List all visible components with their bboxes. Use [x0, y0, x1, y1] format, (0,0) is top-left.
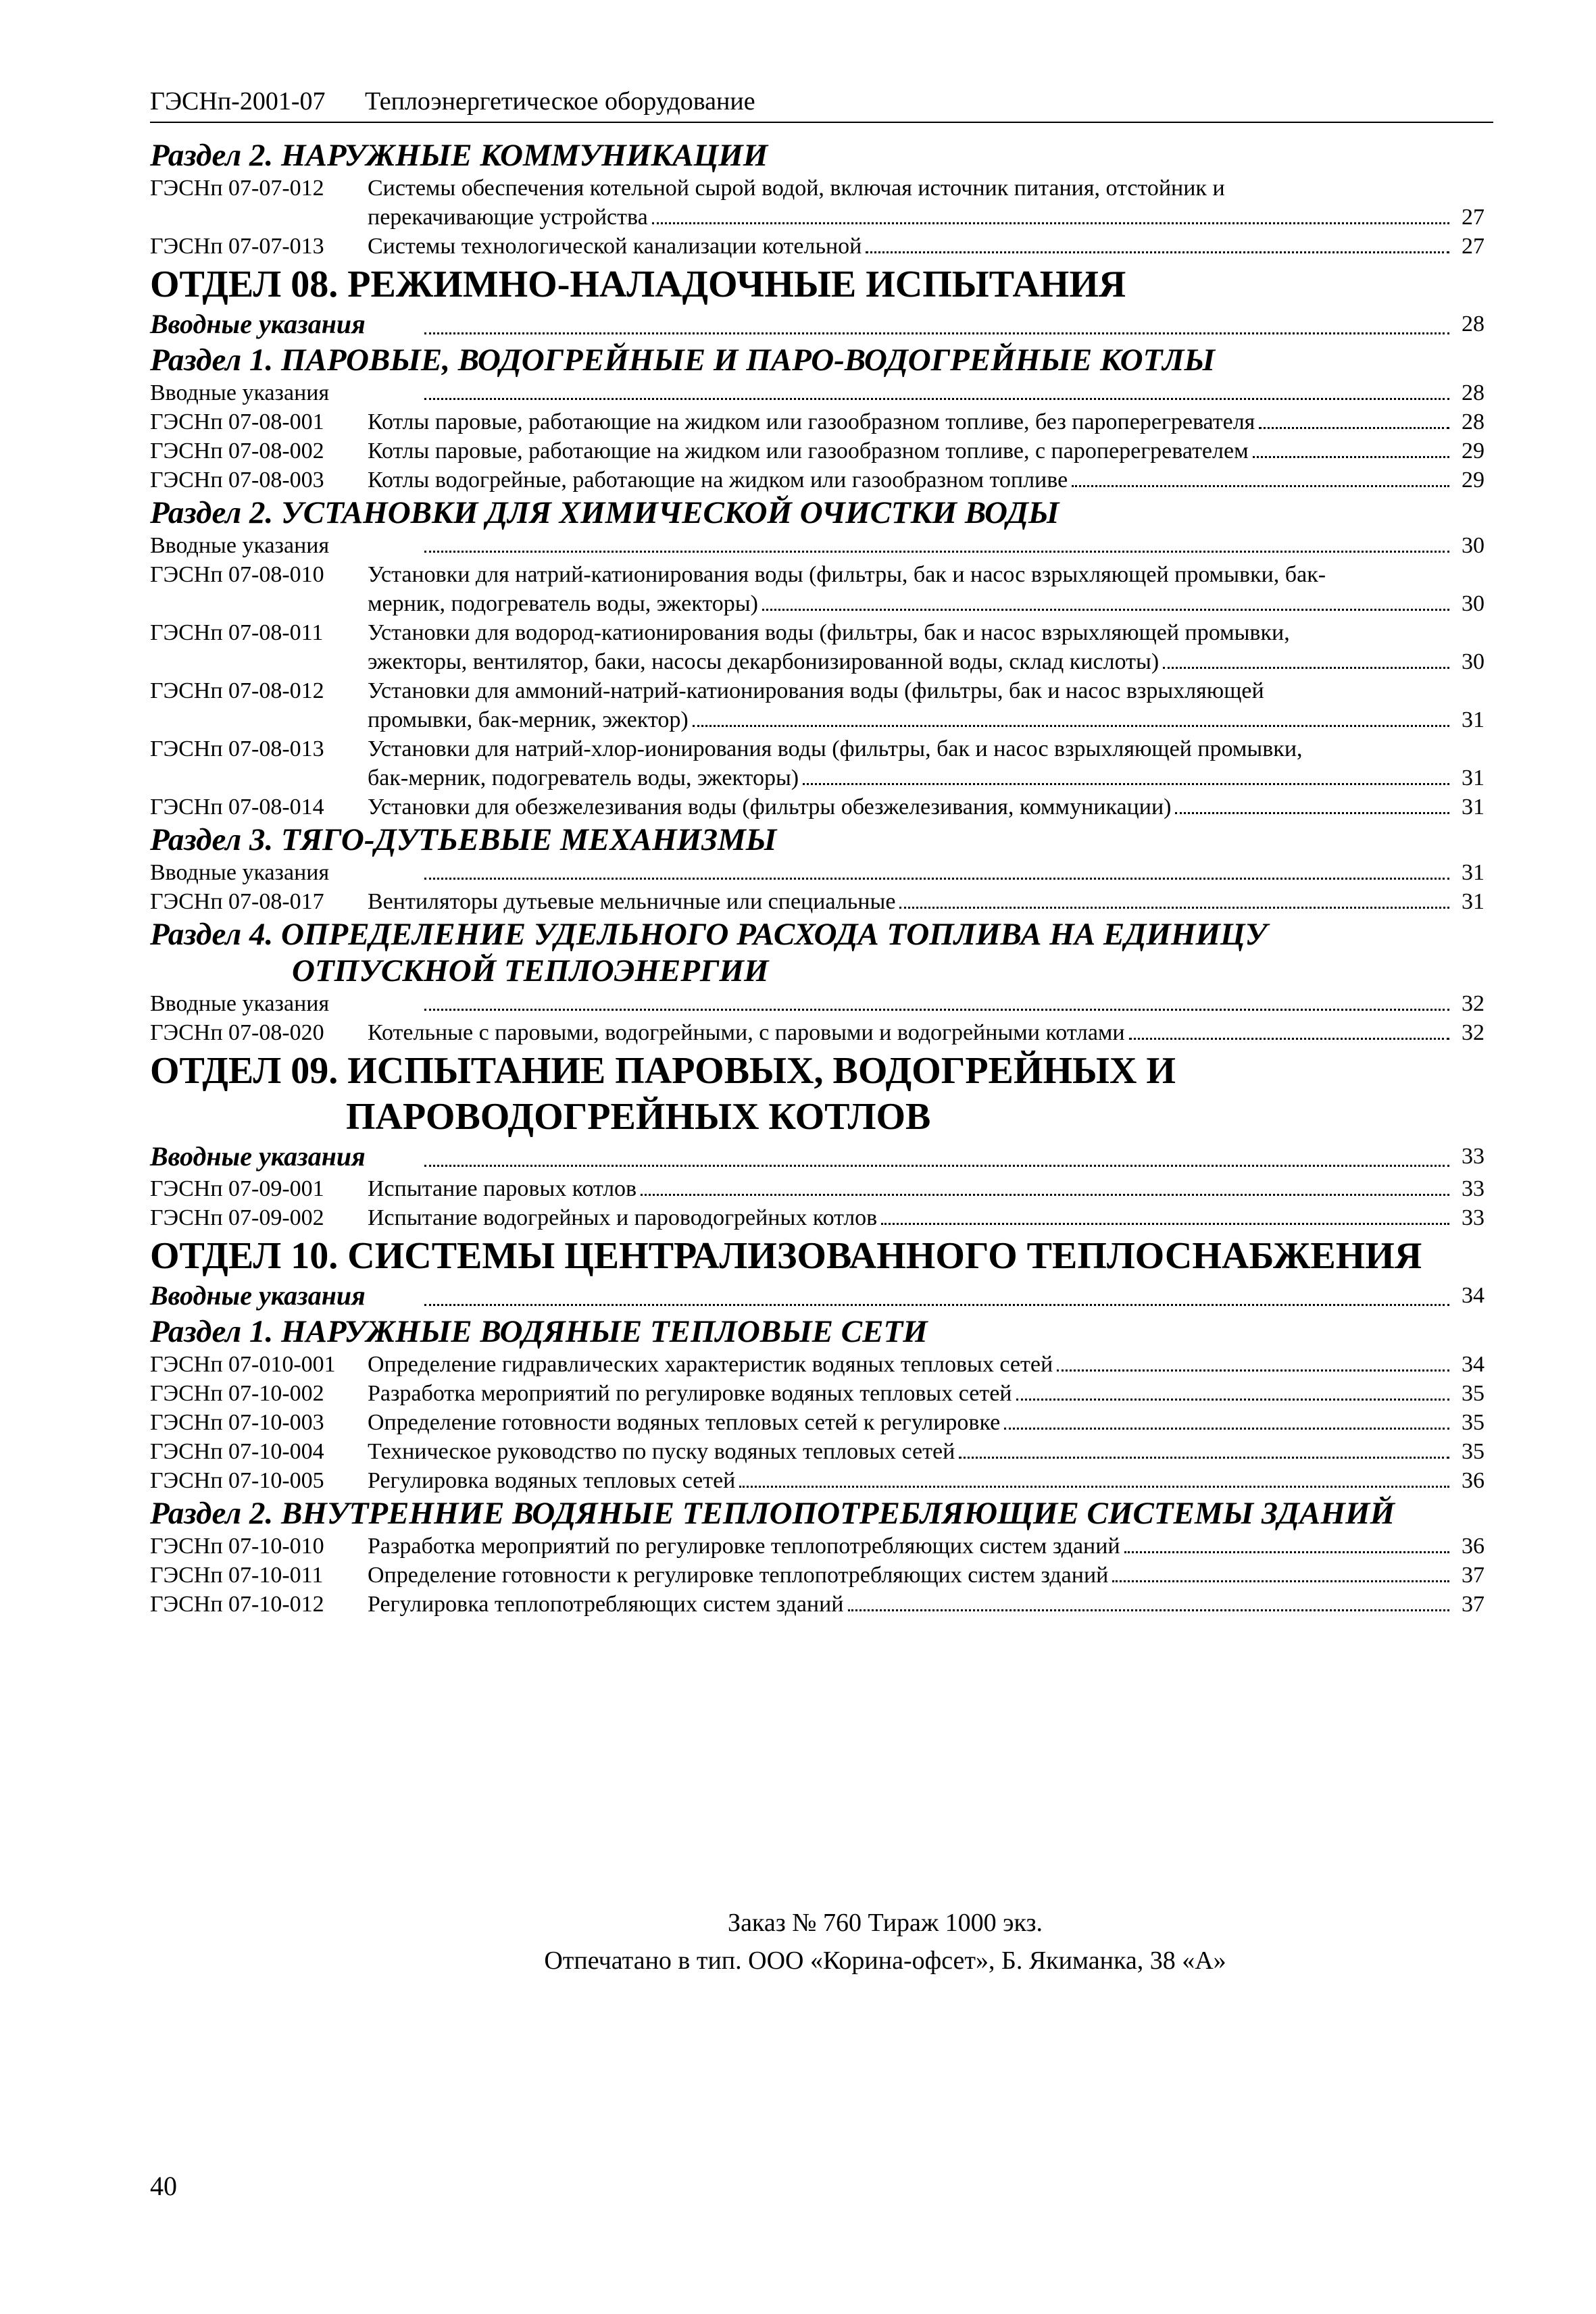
toc-intro [150, 531, 1485, 560]
entry-code: ГЭСНп 07-010-001 [150, 1352, 336, 1377]
leader-dots [424, 551, 1449, 553]
toc-entry [150, 560, 1485, 589]
leader-dots [1112, 1580, 1449, 1582]
leader-dots [1057, 1369, 1449, 1372]
entry-title: Определение готовности к регулировке теплопотребляющих систем зданий [368, 1563, 1109, 1588]
entry-title: Определение готовности водяных тепловых сетей к регулировке [368, 1410, 1001, 1435]
toc-entry [150, 676, 1485, 705]
entry-title: Регулировка теплопотребляющих систем зданий [368, 1592, 844, 1617]
intro-label: Вводные указания [150, 1280, 366, 1311]
leader-dots [424, 398, 1449, 400]
entry-page: 31 [1462, 860, 1485, 885]
leader-dots [1129, 1038, 1449, 1040]
entry-page: 30 [1462, 649, 1485, 674]
entry-title: Техническое руководство по пуску водяных тепловых сетей [368, 1439, 955, 1464]
leader-dots [762, 609, 1449, 611]
header-code: ГЭСНп-2001-07 [150, 87, 326, 116]
entry-code: ГЭСНп 07-10-010 [150, 1534, 324, 1559]
leader-dots [1072, 485, 1449, 487]
intro-label: Вводные указания [150, 1141, 366, 1172]
entry-page: 29 [1462, 438, 1485, 463]
entry-page: 33 [1462, 1205, 1485, 1230]
toc-entry [150, 1466, 1485, 1495]
section-heading: Раздел 2. УСТАНОВКИ ДЛЯ ХИМИЧЕСКОЙ ОЧИСТКИ ВОДЫ [150, 495, 1059, 530]
entry-page: 35 [1462, 1439, 1485, 1464]
entry-page: 35 [1462, 1410, 1485, 1435]
toc-entry [150, 1203, 1485, 1232]
entry-page: 31 [1462, 889, 1485, 914]
entry-title: Определение гидравлических характеристик водяных тепловых сетей [368, 1352, 1053, 1377]
leader-dots [641, 1194, 1449, 1196]
section-heading: Раздел 1. НАРУЖНЫЕ ВОДЯНЫЕ ТЕПЛОВЫЕ СЕТИ [150, 1314, 928, 1349]
leader-dots [803, 783, 1449, 785]
entry-code: ГЭСНп 07-07-013 [150, 234, 324, 259]
entry-title: Испытание паровых котлов [368, 1176, 637, 1201]
entry-page: 31 [1462, 795, 1485, 820]
leader-dots [424, 1165, 1449, 1167]
leader-dots [693, 725, 1449, 727]
toc-entry-continuation [150, 763, 1485, 793]
toc-entry [150, 1437, 1485, 1466]
entry-code: ГЭСНп 07-10-011 [150, 1563, 324, 1588]
leader-dots [848, 1609, 1449, 1611]
entry-title: Регулировка водяных тепловых сетей [368, 1468, 736, 1493]
entry-code: ГЭСНп 07-10-004 [150, 1439, 324, 1464]
print-imprint [514, 1904, 1257, 1980]
entry-page: 28 [1462, 311, 1485, 336]
entry-page: 33 [1462, 1144, 1485, 1169]
entry-title: Установки для натрий-катионирования воды (фильтры, бак и насос взрыхляющей промывки, бак- [368, 562, 1326, 587]
entry-title: Установки для водород-катионирования воды (фильтры, бак и насос взрыхляющей промывки, [368, 620, 1290, 645]
toc-intro [150, 378, 1485, 407]
toc-intro [150, 1139, 1485, 1174]
leader-dots [1163, 667, 1449, 669]
leader-dots [424, 1304, 1449, 1306]
order-line: Заказ № 760 Тираж 1000 экз. [728, 1909, 1043, 1937]
leader-dots [739, 1486, 1449, 1488]
entry-page: 30 [1462, 591, 1485, 616]
entry-page: 27 [1462, 234, 1485, 259]
entry-title: Котельные с паровыми, водогрейными, с паровыми и водогрейными котлами [368, 1020, 1125, 1045]
toc-entry [150, 232, 1485, 261]
entry-title: мерник, подогреватель воды, эжекторы) [368, 591, 758, 616]
entry-code: ГЭСНп 07-08-003 [150, 468, 324, 493]
toc-entry [150, 793, 1485, 822]
entry-title: Разработка мероприятий по регулировке водяных тепловых сетей [368, 1381, 1012, 1406]
leader-dots [1259, 427, 1449, 429]
entry-code: ГЭСНп 07-08-002 [150, 438, 324, 463]
entry-page: 31 [1462, 707, 1485, 732]
toc-entry-continuation [150, 705, 1485, 734]
toc-intro [150, 307, 1485, 342]
leader-dots [1124, 1551, 1449, 1553]
entry-title: Установки для натрий-хлор-ионирования воды (фильтры, бак и насос взрыхляющей промывки, [368, 736, 1303, 761]
intro-label: Вводные указания [150, 533, 330, 558]
entry-title: Котлы водогрейные, работающие на жидком или газообразном топливе [368, 468, 1068, 493]
intro-label: Вводные указания [150, 380, 330, 405]
entry-title: Котлы паровые, работающие на жидком или газообразном топливе, с пароперегревателем [368, 438, 1249, 463]
leader-dots [424, 1009, 1449, 1011]
entry-title: промывки, бак-мерник, эжектор) [368, 707, 689, 732]
toc-entry [150, 466, 1485, 495]
entry-title: Системы технологической канализации котельной [368, 234, 862, 259]
entry-code: ГЭСНп 07-09-002 [150, 1205, 324, 1230]
section-heading: Раздел 1. ПАРОВЫЕ, ВОДОГРЕЙНЫЕ И ПАРО-ВОДОГРЕЙНЫЕ КОТЛЫ [150, 343, 1216, 378]
entry-title: Установки для обезжелезивания воды (фильтры обезжелезивания, коммуникации) [368, 795, 1172, 820]
toc-entry-continuation [150, 647, 1485, 676]
leader-dots [1175, 812, 1449, 814]
intro-label: Вводные указания [150, 991, 330, 1016]
entry-page: 36 [1462, 1468, 1485, 1493]
entry-title: Котлы паровые, работающие на жидком или газообразном топливе, без пароперегревателя [368, 409, 1255, 434]
entry-code: ГЭСНп 07-10-002 [150, 1381, 324, 1406]
entry-page: 29 [1462, 468, 1485, 493]
toc-entry [150, 1408, 1485, 1437]
entry-title: Испытание водогрейных и пароводогрейных котлов [368, 1205, 878, 1230]
running-header [150, 81, 1493, 123]
entry-code: ГЭСНп 07-10-003 [150, 1410, 324, 1435]
entry-page: 37 [1462, 1563, 1485, 1588]
toc-entry [150, 1561, 1485, 1590]
entry-code: ГЭСНп 07-08-001 [150, 409, 324, 434]
leader-dots [899, 907, 1449, 909]
toc-entry [150, 1350, 1485, 1379]
toc-entry [150, 436, 1485, 466]
entry-code: ГЭСНп 07-07-012 [150, 176, 324, 201]
toc-intro [150, 1278, 1485, 1313]
entry-page: 36 [1462, 1534, 1485, 1559]
toc-entry [150, 1379, 1485, 1408]
department-heading: ОТДЕЛ 08. РЕЖИМНО-НАЛАДОЧНЫЕ ИСПЫТАНИЯ [150, 263, 1126, 305]
toc-entry [150, 734, 1485, 763]
entry-page: 32 [1462, 1020, 1485, 1045]
entry-page: 34 [1462, 1283, 1485, 1308]
entry-page: 35 [1462, 1381, 1485, 1406]
entry-page: 30 [1462, 533, 1485, 558]
section-heading: Раздел 2. НАРУЖНЫЕ КОММУНИКАЦИИ [150, 138, 768, 173]
leader-dots [1253, 456, 1449, 458]
toc-content [150, 137, 1485, 1619]
toc-entry [150, 618, 1485, 647]
entry-code: ГЭСНп 07-08-013 [150, 736, 324, 761]
header-title: Теплоэнергетическое оборудование [365, 87, 755, 116]
leader-dots [1016, 1399, 1450, 1401]
entry-title: бак-мерник, подогреватель воды, эжекторы) [368, 765, 799, 790]
entry-page: 33 [1462, 1176, 1485, 1201]
leader-dots [866, 251, 1449, 253]
page-number: 40 [150, 2171, 177, 2201]
toc-intro [150, 858, 1485, 887]
intro-label: Вводные указания [150, 309, 366, 339]
entry-page: 31 [1462, 765, 1485, 790]
toc-entry [150, 407, 1485, 436]
toc-entry [150, 1018, 1485, 1047]
entry-code: ГЭСНп 07-08-014 [150, 795, 324, 820]
toc-intro [150, 989, 1485, 1018]
entry-code: ГЭСНп 07-08-012 [150, 678, 324, 703]
toc-entry [150, 1174, 1485, 1203]
leader-dots [424, 332, 1449, 334]
section-heading-continuation: ОТПУСКНОЙ ТЕПЛОЭНЕРГИИ [292, 953, 769, 988]
printer-line: Отпечатано в тип. ООО «Корина-офсет», Б. Якиманка, 38 «А» [544, 1946, 1226, 1975]
section-heading: Раздел 4. ОПРЕДЕЛЕНИЕ УДЕЛЬНОГО РАСХОДА ТОПЛИВА НА ЕДИНИЦУ [150, 917, 1268, 952]
leader-dots [1004, 1428, 1449, 1430]
entry-title: Разработка мероприятий по регулировке теплопотребляющих систем зданий [368, 1534, 1120, 1559]
department-heading: ОТДЕЛ 10. СИСТЕМЫ ЦЕНТРАЛИЗОВАННОГО ТЕПЛОСНАБЖЕНИЯ [150, 1235, 1422, 1277]
intro-label: Вводные указания [150, 860, 330, 885]
leader-dots [424, 878, 1449, 880]
entry-page: 34 [1462, 1352, 1485, 1377]
toc-entry [150, 1590, 1485, 1619]
toc-entry-continuation [150, 203, 1485, 232]
department-heading: ОТДЕЛ 09. ИСПЫТАНИЕ ПАРОВЫХ, ВОДОГРЕЙНЫХ И [150, 1050, 1176, 1092]
department-heading-continuation: ПАРОВОДОГРЕЙНЫХ КОТЛОВ [346, 1096, 931, 1138]
entry-code: ГЭСНп 07-08-017 [150, 889, 324, 914]
leader-dots [881, 1223, 1449, 1225]
section-heading: Раздел 2. ВНУТРЕННИЕ ВОДЯНЫЕ ТЕПЛОПОТРЕБЛЯЮЩИЕ СИСТЕМЫ ЗДАНИЙ [150, 1496, 1395, 1531]
leader-dots [959, 1457, 1449, 1459]
entry-code: ГЭСНп 07-08-020 [150, 1020, 324, 1045]
entry-code: ГЭСНп 07-10-012 [150, 1592, 324, 1617]
entry-title: Системы обеспечения котельной сырой водой, включая источник питания, отстойник и [368, 176, 1225, 201]
entry-code: ГЭСНп 07-09-001 [150, 1176, 324, 1201]
entry-title: Установки для аммоний-натрий-катионирования воды (фильтры, бак и насос взрыхляющей [368, 678, 1264, 703]
leader-dots [652, 222, 1449, 224]
entry-page: 32 [1462, 991, 1485, 1016]
entry-title: эжекторы, вентилятор, баки, насосы декарбонизированной воды, склад кислоты) [368, 649, 1159, 674]
entry-page: 28 [1462, 409, 1485, 434]
entry-code: ГЭСНп 07-08-011 [150, 620, 324, 645]
toc-entry [150, 174, 1485, 203]
entry-page: 37 [1462, 1592, 1485, 1617]
entry-title: Вентиляторы дутьевые мельничные или специальные [368, 889, 896, 914]
toc-entry [150, 887, 1485, 916]
entry-title: перекачивающие устройства [368, 205, 648, 230]
entry-code: ГЭСНп 07-08-010 [150, 562, 324, 587]
entry-code: ГЭСНп 07-10-005 [150, 1468, 324, 1493]
entry-page: 28 [1462, 380, 1485, 405]
section-heading: Раздел 3. ТЯГО-ДУТЬЕВЫЕ МЕХАНИЗМЫ [150, 822, 777, 857]
toc-entry [150, 1532, 1485, 1561]
entry-page: 27 [1462, 205, 1485, 230]
toc-entry-continuation [150, 589, 1485, 618]
